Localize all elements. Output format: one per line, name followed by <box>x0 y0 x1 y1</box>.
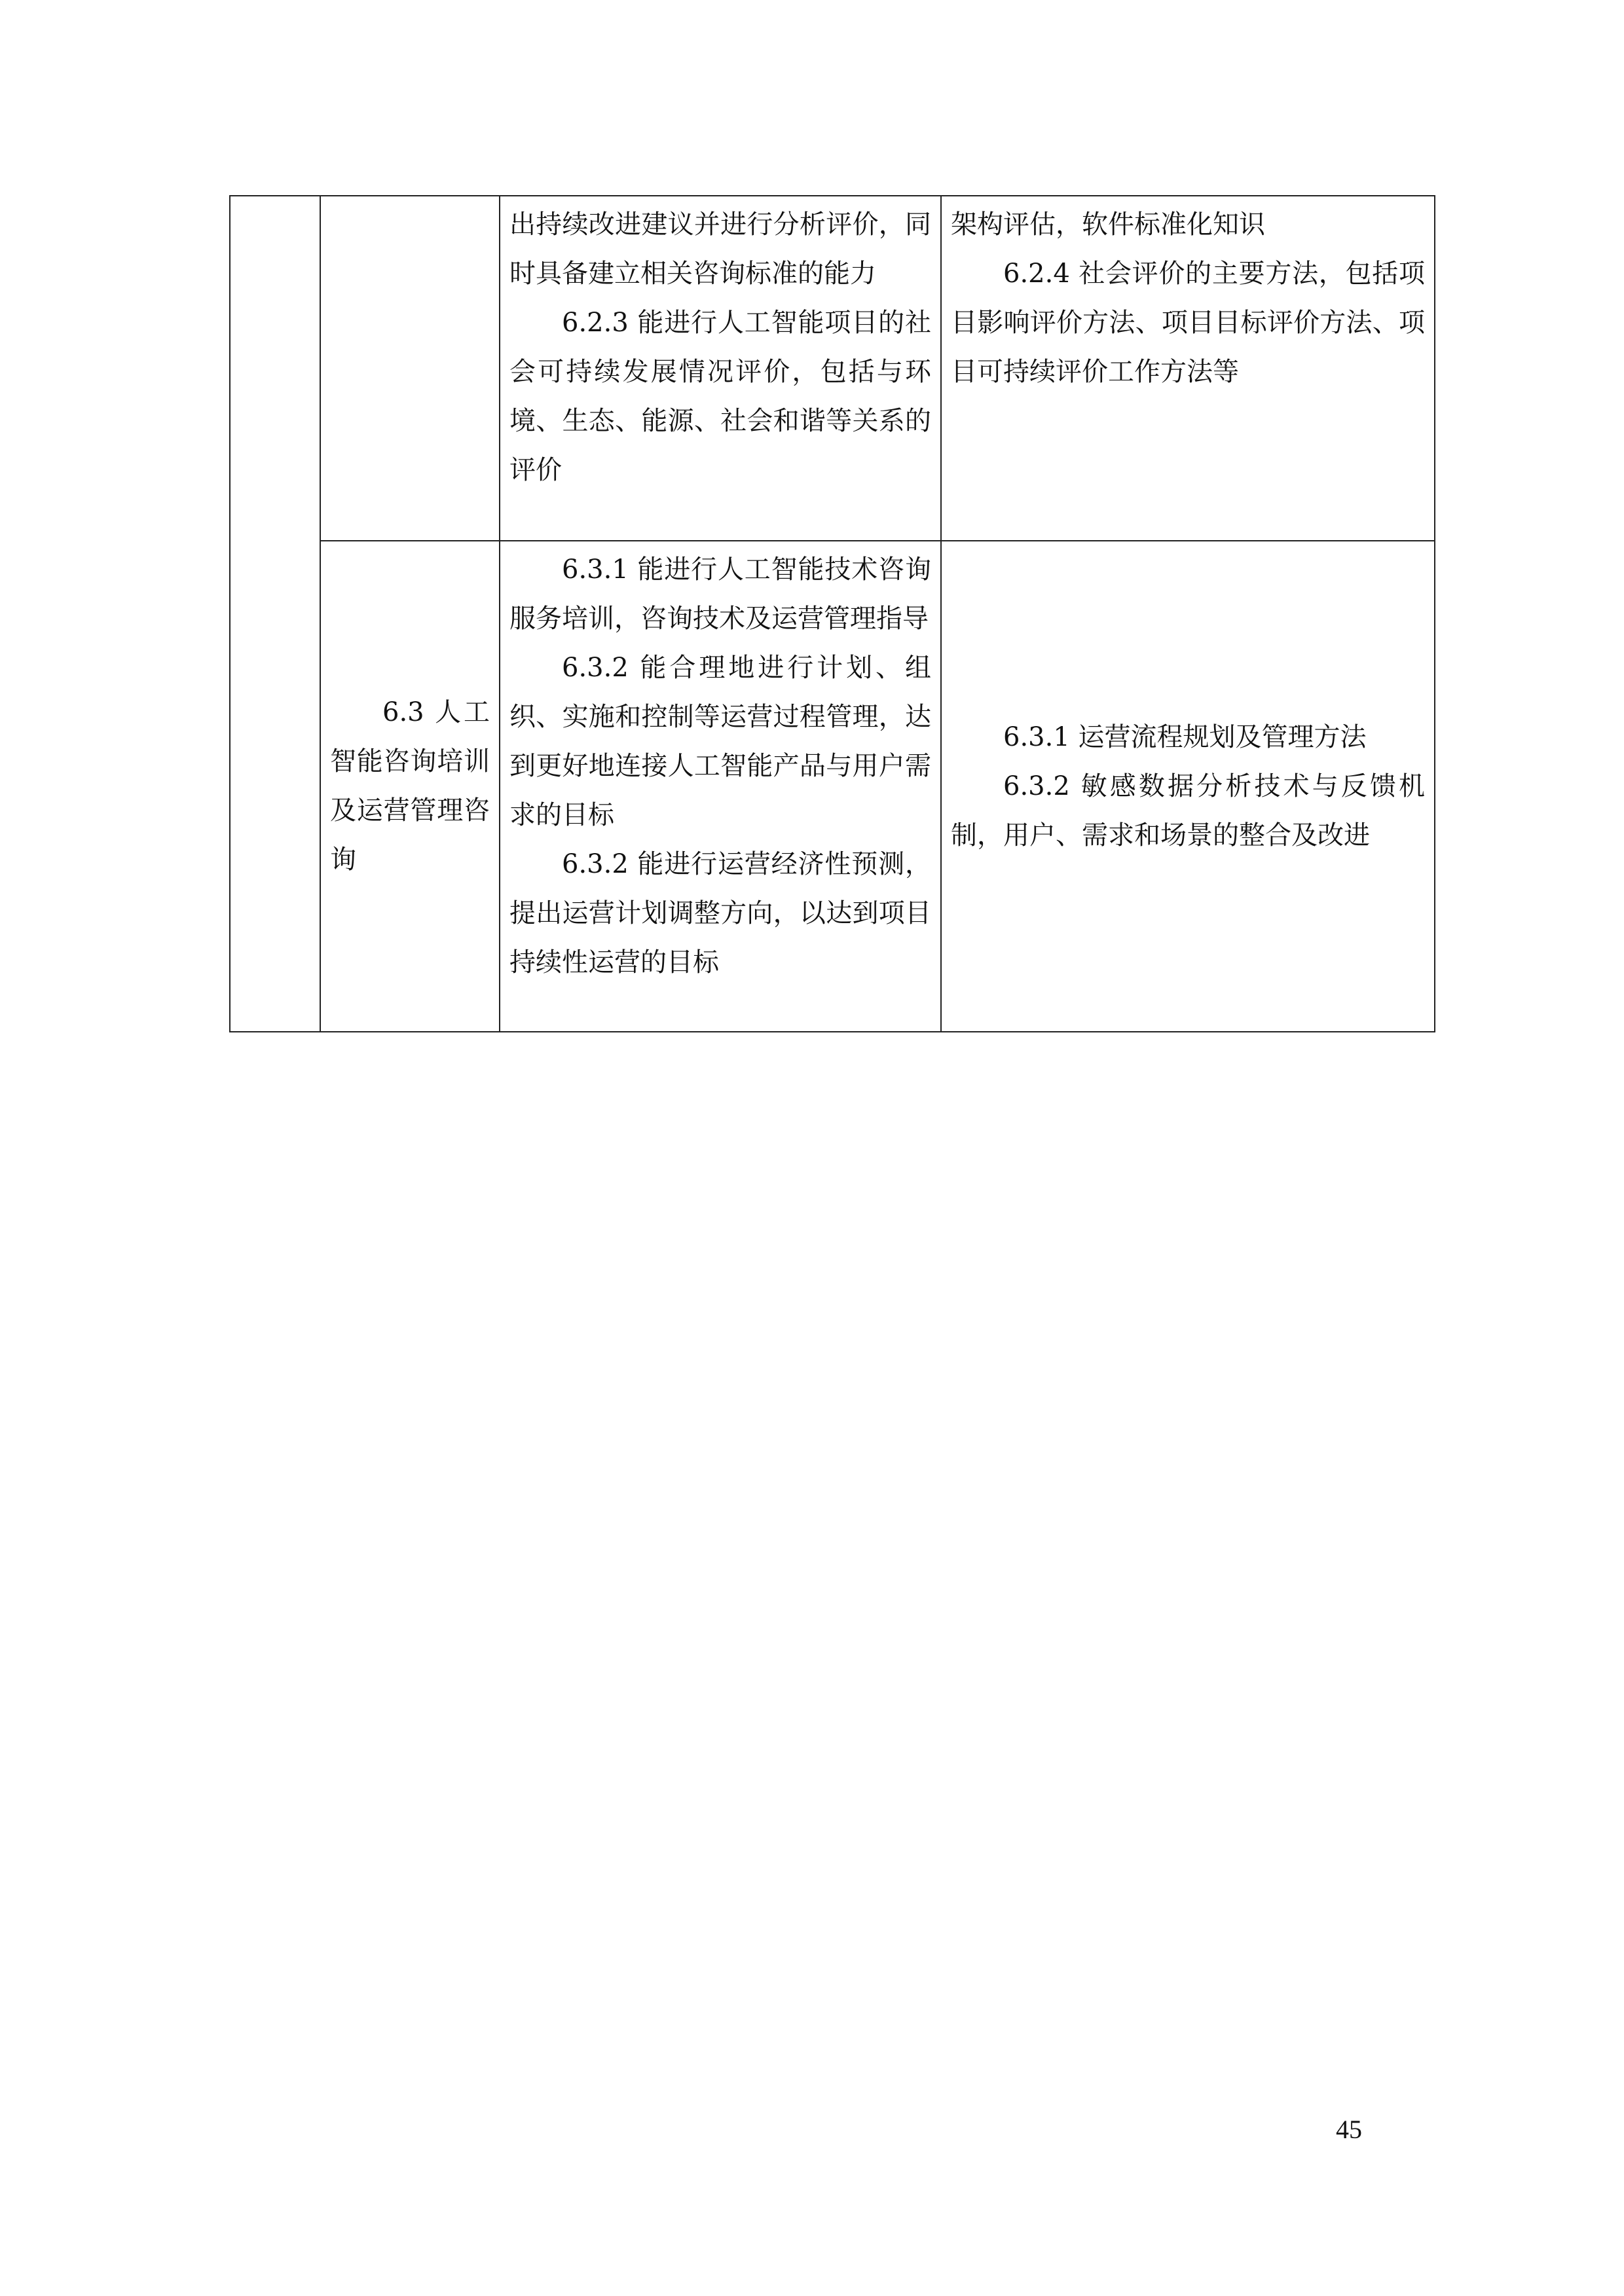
skill-requirement-cell <box>500 196 941 541</box>
skill-requirements-table <box>229 195 1435 1032</box>
work-content-cell <box>320 541 500 1032</box>
skill-requirement-text: 6.3.2 能合理地进行计划、组织、实施和控制等运营过程管理，达到更好地连接人工智能产品与用户需求的目标 <box>509 653 931 830</box>
skill-requirement-cell <box>500 541 941 1032</box>
skill-requirement-text: 6.3.1 能进行人工智能技术咨询服务培训，咨询技术及运营管理指导 <box>509 555 931 634</box>
related-knowledge-text: 架构评估，软件标准化知识 <box>951 210 1265 240</box>
occupation-function-cell <box>230 196 320 1032</box>
related-knowledge-text: 6.3.1 运营流程规划及管理方法 <box>1003 721 1367 752</box>
work-content-cell <box>320 196 500 541</box>
table-row <box>230 196 1435 541</box>
page-number: 45 <box>1336 2115 1362 2144</box>
related-knowledge-cell <box>941 196 1435 541</box>
related-knowledge-cell <box>941 541 1435 1032</box>
work-content-text: 6.3 人工智能咨询培训及运营管理咨询 <box>330 697 490 875</box>
related-knowledge-text: 6.2.4 社会评价的主要方法，包括项目影响评价方法、项目目标评价方法、项目可持续评价工作方法等 <box>951 259 1425 387</box>
related-knowledge-text: 6.3.2 敏感数据分析技术与反馈机制，用户、需求和场景的整合及改进 <box>951 771 1425 850</box>
table-row <box>230 541 1435 1032</box>
skill-requirement-text: 出持续改进建议并进行分析评价，同时具备建立相关咨询标准的能力 <box>509 210 931 289</box>
skill-requirement-text: 6.2.3 能进行人工智能项目的社会可持续发展情况评价，包括与环境、生态、能源、社会和谐等关系的评价 <box>509 308 931 485</box>
skill-requirement-text: 6.3.2 能进行运营经济性预测，提出运营计划调整方向，以达到项目持续性运营的目标 <box>509 849 931 977</box>
